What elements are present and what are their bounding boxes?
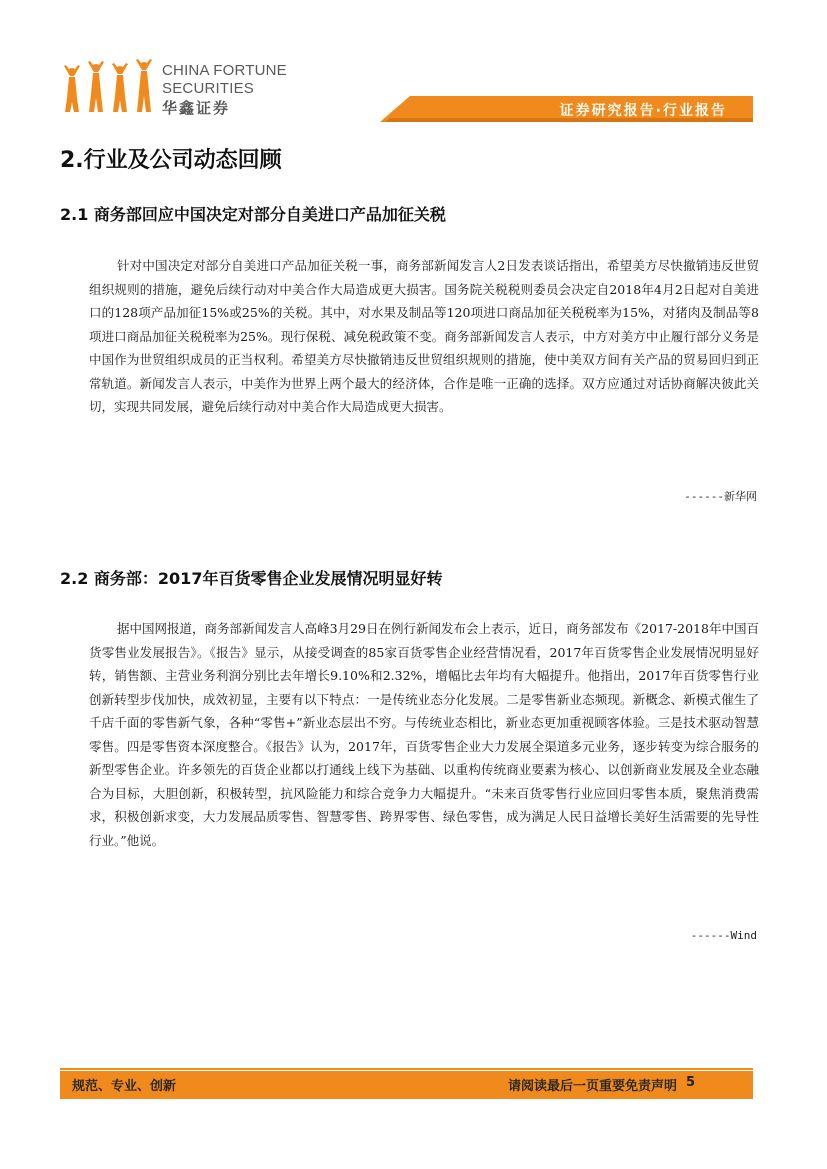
brand-name-english xyxy=(162,62,287,98)
footer-slogan: 规范、专业、创新 xyxy=(72,1079,177,1094)
subsection-title-1: 2.1 商务部回应中国决定对部分自美进口产品加征关税 xyxy=(60,205,446,224)
article-body-1: 针对中国决定对部分自美进口产品加征关税一事，商务部新闻发言人2日发表谈话指出，希望美方尽快撤销违反世贸组织规则的措施，避免后续行动对中美合作大局造成更大损害。国务院关税税则委员会决定自2018年4月2日起对自美进口的128项产品加征15%或25%的关税。其中，对水果及制品等120项进口商品加征关税税率为15%，对猪肉及制品等8项进口商品加征关税税率为25%。现行保税、减免税政策不变。商务部新闻发言人表示，中方对美方中止履行部分义务是中国作为世贸组织成员的正当权利。希望美方尽快撤销违反世贸组织规则的措施，使中美双方间有关产品的贸易回归到正常轨道。新闻发言人表示，中美作为世界上两个最大的经济体，合作是唯一正确的选择。双方应通过对话协商解决彼此关切，实现共同发展，避免后续行动对中美合作大局造成更大损害。 xyxy=(89,258,759,414)
subsection-title-2: 2.2 商务部：2017年百货零售企业发展情况明显好转 xyxy=(60,569,443,588)
report-type-label: 证券研究报告·行业报告 xyxy=(559,103,727,119)
section-title: 2.行业及公司动态回顾 xyxy=(60,148,282,173)
article-source-1: ------新华网 xyxy=(684,490,757,503)
brand-name-line2: SECURITIES xyxy=(162,80,255,97)
company-logo-icon xyxy=(60,58,160,114)
article-source-2: ------Wind xyxy=(690,929,757,942)
article-body-2: 据中国网报道，商务部新闻发言人高峰3月29日在例行新闻发布会上表示，近日，商务部发布《2017-2018年中国百货零售业发展报告》。《报告》显示，从接受调查的85家百货零售企业经营情况看，2017年百货零售企业发展情况明显好转，销售额、主营业务利润分别比去年增长9.10%和2.32%，增幅比去年均有大幅提升。他指出，2017年百货零售行业创新转型步伐加快，成效初显，主要有以下特点：一是传统业态分化发展。二是零售新业态频现。新概念、新模式催生了千店千面的零售新气象，各种“零售+”新业态层出不穷。与传统业态相比，新业态更加重视顾客体验。三是技术驱动智慧零售。四是零售资本深度整合。《报告》认为，2017年，百货零售企业大力发展全渠道多元业务，逐步转变为综合服务的新型零售企业。许多领先的百货企业都以打通线上线下为基础、以重构传统商业要素为核心、以创新商业发展及全业态融合为目标，大胆创新，积极转型，抗风险能力和综合竞争力大幅提升。“未来百货零售行业应回归零售本质，聚焦消费需求，积极创新求变，大力发展品质零售、智慧零售、跨界零售、绿色零售，成为满足人民日益增长美好生活需要的先导性行业。”他说。 xyxy=(89,621,759,848)
brand-name-chinese: 华鑫证券 xyxy=(162,99,231,117)
footer-divider xyxy=(60,1068,753,1070)
page-header xyxy=(0,0,827,130)
footer-disclaimer-link[interactable]: 请阅读最后一页重要免责声明 xyxy=(507,1079,677,1094)
page-number: 5 xyxy=(686,1075,696,1090)
brand-name-line1: CHINA FORTUNE xyxy=(162,62,287,79)
